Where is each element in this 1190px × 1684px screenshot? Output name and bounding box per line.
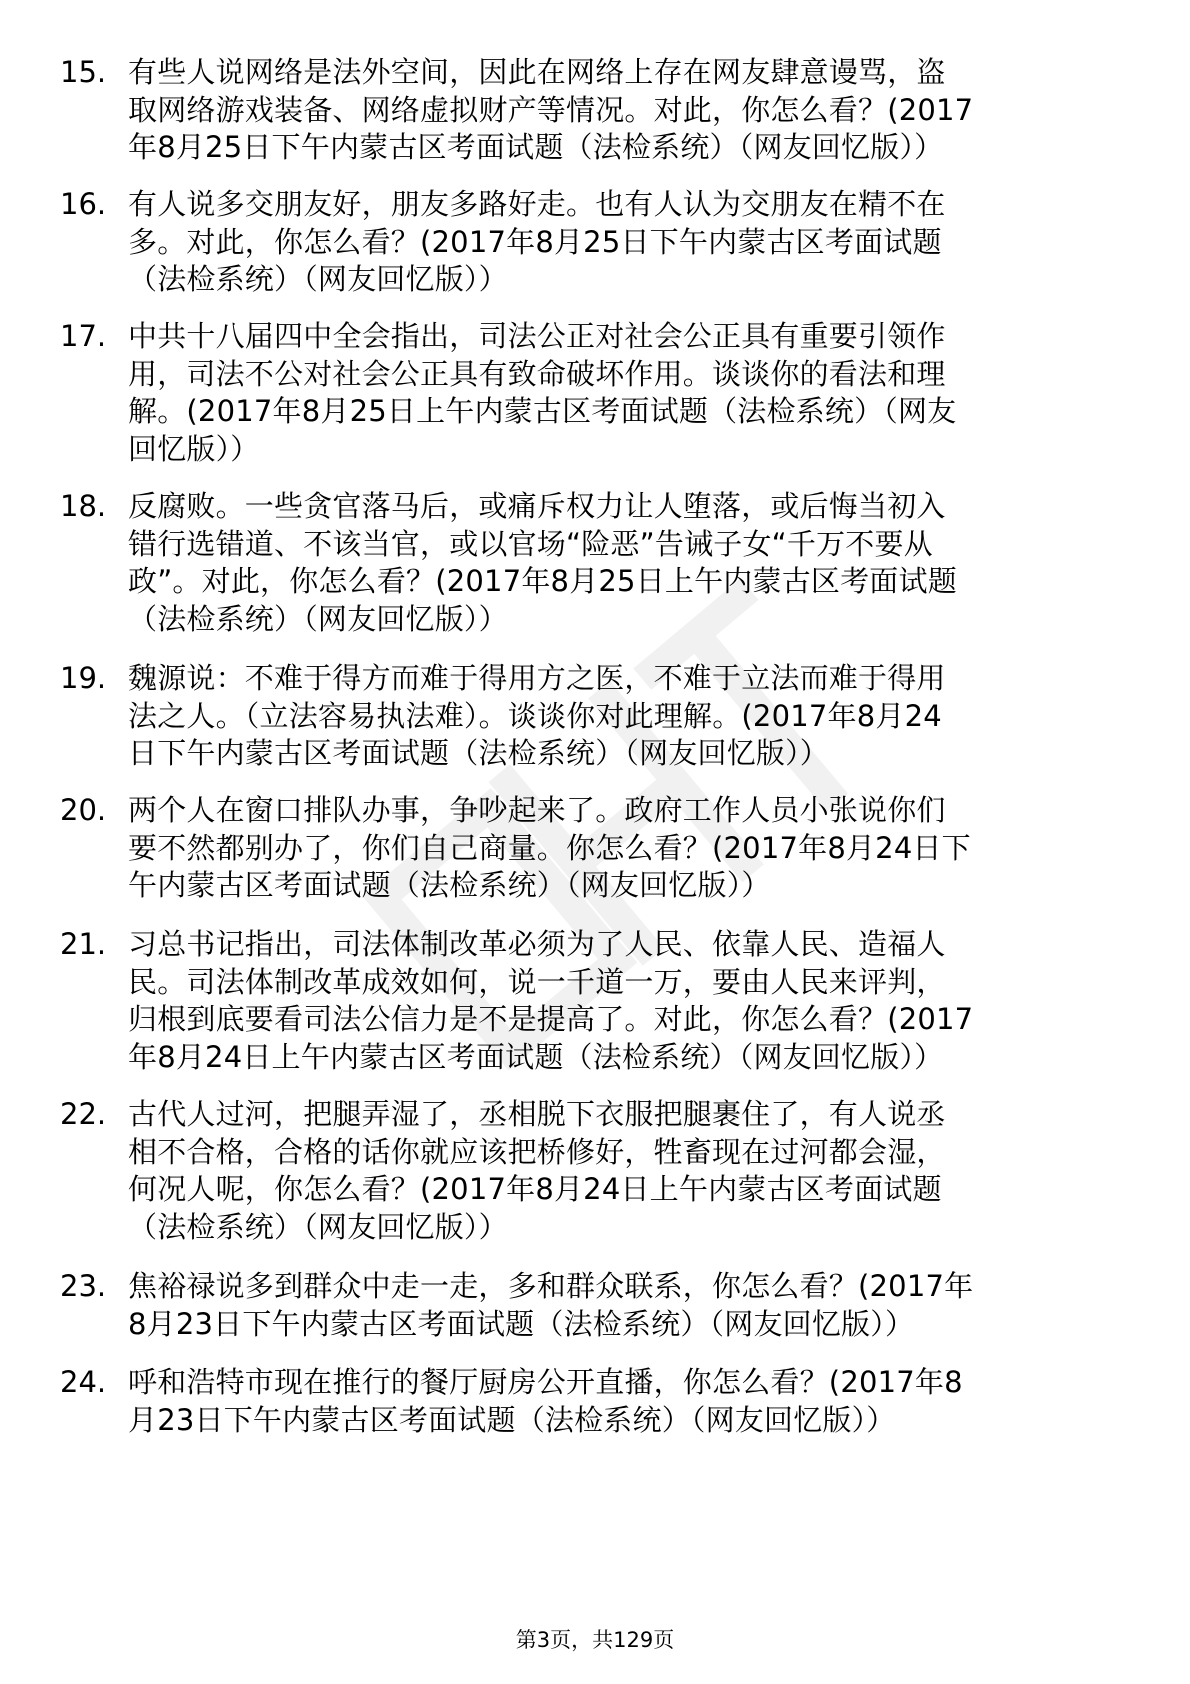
question-text-line: 午内蒙古区考面试题（法检系统）（网友回忆版））	[128, 868, 771, 902]
question-text-line: 错行选错道、不该当官，或以官场“险恶”告诫子女“千万不要从	[128, 526, 933, 561]
question-text-line: 习总书记指出，司法体制改革必须为了人民、依靠人民、造福人	[128, 927, 946, 961]
question-number: 24.	[60, 1365, 107, 1399]
question-text	[128, 186, 1128, 299]
question-text	[128, 792, 1128, 905]
question-text	[128, 488, 1128, 638]
question-text	[128, 1364, 1128, 1439]
question-text-line: （法检系统）（网友回忆版））	[128, 262, 508, 296]
question-number: 21.	[60, 927, 107, 961]
question-text-line: 民。司法体制改革成效如何，说一千道一万，要由人民来评判，	[128, 964, 946, 999]
question-text-line: 中共十八届四中全会指出，司法公正对社会公正具有重要引领作	[128, 319, 946, 353]
page-number-footer: 第3页，共129页	[515, 1628, 675, 1652]
question-text-line: 焦裕禄说多到群众中走一走，多和群众联系，你怎么看？(2017年	[128, 1269, 974, 1303]
question-text-line: 日下午内蒙古区考面试题（法检系统）（网友回忆版））	[128, 736, 830, 770]
question-text-line: 年8月24日上午内蒙古区考面试题（法检系统）（网友回忆版））	[128, 1039, 944, 1074]
question-text-line: 解。(2017年8月25日上午内蒙古区考面试题（法检系统）（网友	[128, 394, 957, 428]
question-text-line: 政”。对此，你怎么看？(2017年8月25日上午内蒙古区考面试题	[128, 564, 957, 598]
question-text	[128, 1268, 1128, 1343]
question-text-line: 有人说多交朋友好，朋友多路好走。也有人认为交朋友在精不在	[128, 187, 946, 221]
question-text-line: 魏源说：不难于得方而难于得用方之医，不难于立法而难于得用	[128, 661, 946, 695]
question-text-line: 要不然都别办了，你们自己商量。你怎么看？(2017年8月24日下	[128, 830, 971, 865]
question-text-line: 反腐败。一些贪官落马后，或痛斥权力让人堕落，或后悔当初入	[128, 489, 946, 523]
question-text-line: 多。对此，你怎么看？(2017年8月25日下午内蒙古区考面试题	[128, 224, 942, 259]
question-text-line: （法检系统）（网友回忆版））	[128, 601, 508, 636]
question-text-line: 有些人说网络是法外空间，因此在网络上存在网友肆意谩骂，盗	[128, 55, 946, 89]
question-text-line: 呼和浩特市现在推行的餐厅厨房公开直播，你怎么看？(2017年8	[128, 1365, 963, 1399]
question-text-line: 8月23日下午内蒙古区考面试题（法检系统）（网友回忆版））	[128, 1306, 915, 1341]
question-text	[128, 1096, 1128, 1246]
question-number: 17.	[60, 319, 107, 353]
question-text	[128, 926, 1128, 1076]
question-text-line: 法之人。（立法容易执法难）。谈谈你对此理解。(2017年8月24	[128, 698, 942, 733]
question-number: 19.	[60, 661, 107, 695]
question-text-line: 回忆版））	[128, 431, 260, 466]
question-number: 16.	[60, 187, 107, 221]
question-text-line: 月23日下午内蒙古区考面试题（法检系统）（网友回忆版））	[128, 1402, 896, 1437]
question-number: 23.	[60, 1269, 107, 1303]
question-text	[128, 318, 1128, 468]
question-text-line: 相不合格，合格的话你就应该把桥修好，牲畜现在过河都会湿，	[128, 1134, 946, 1169]
question-number: 20.	[60, 793, 107, 827]
question-text	[128, 54, 1128, 167]
question-number: 18.	[60, 489, 107, 523]
question-number: 22.	[60, 1097, 107, 1131]
question-text-line: 何况人呢，你怎么看？(2017年8月24日上午内蒙古区考面试题	[128, 1172, 942, 1206]
question-text-line: 取网络游戏装备、网络虚拟财产等情况。对此，你怎么看？(2017	[128, 92, 974, 127]
question-number: 15.	[60, 55, 107, 89]
question-text-line: 用，司法不公对社会公正具有致命破坏作用。谈谈你的看法和理	[128, 356, 946, 391]
question-text-line: 古代人过河，把腿弄湿了，丞相脱下衣服把腿裹住了，有人说丞	[128, 1097, 946, 1131]
question-text	[128, 660, 1128, 773]
question-text-line: 归根到底要看司法公信力是不是提高了。对此，你怎么看？(2017	[128, 1002, 974, 1036]
question-text-line: （法检系统）（网友回忆版））	[128, 1209, 508, 1244]
question-text-line: 两个人在窗口排队办事，争吵起来了。政府工作人员小张说你们	[128, 793, 946, 827]
question-text-line: 年8月25日下午内蒙古区考面试题（法检系统）（网友回忆版））	[128, 130, 944, 164]
